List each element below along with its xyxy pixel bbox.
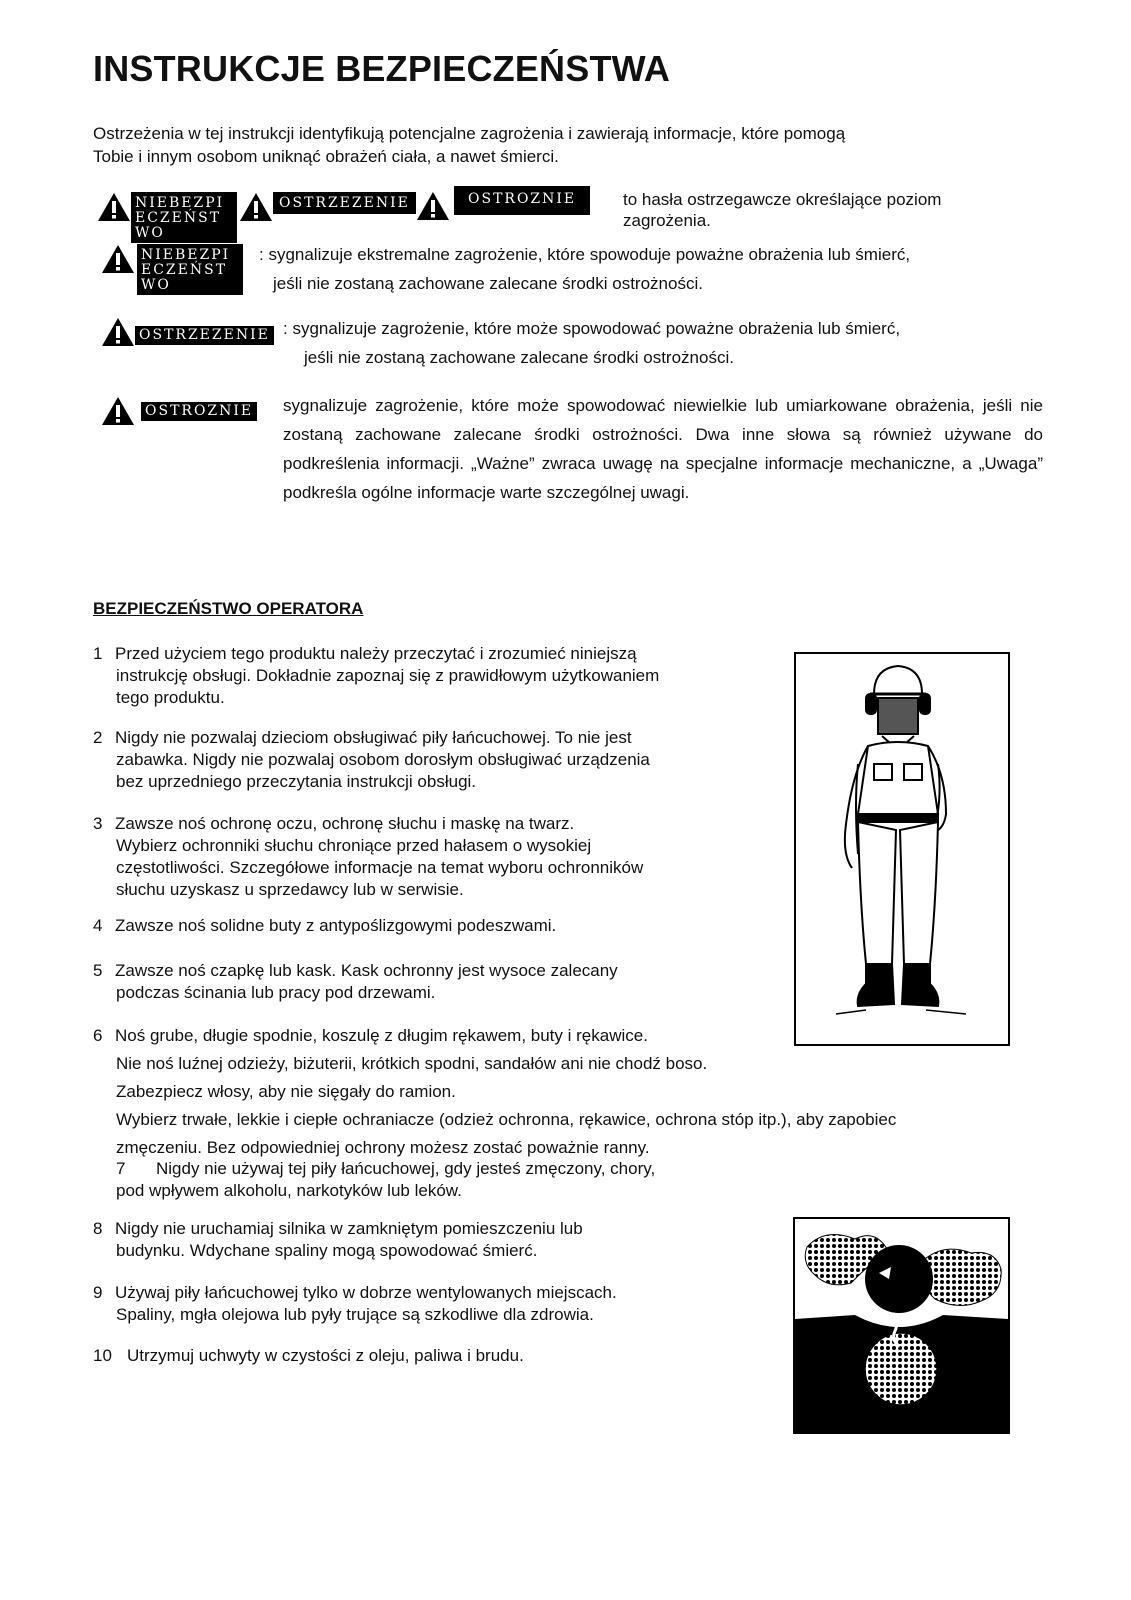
- page-title: INSTRUKCJE BEZPIECZEŃSTWA: [93, 48, 671, 89]
- item-line: Przed użyciem tego produktu należy przeczytać i zrozumieć niniejszą: [115, 644, 637, 663]
- item-line: budynku. Wdychane spaliny mogą spowodować śmierć.: [116, 1241, 538, 1260]
- item-number: 2: [93, 728, 103, 747]
- item-number: 7: [116, 1159, 126, 1178]
- danger-label: NIEBEZPIECZEŃSTWO: [131, 192, 237, 243]
- item-line: pod wpływem alkoholu, narkotyków lub leków.: [116, 1181, 462, 1200]
- explanation-line: to hasła ostrzegawcze określające poziom: [623, 190, 942, 209]
- item-line: Zawsze noś czapkę lub kask. Kask ochronny jest wysoce zalecany: [115, 961, 618, 980]
- item-number: 1: [93, 644, 103, 663]
- warning-triangle-icon: [239, 192, 273, 222]
- item-line: Noś grube, długie spodnie, koszulę z długim rękawem, buty i rękawice.: [115, 1026, 648, 1045]
- item-line: zabawka. Nigdy nie pozwalaj osobom dorosłym obsługiwać urządzenia: [116, 750, 650, 769]
- list-item: [93, 1218, 583, 1262]
- item-line: zmęczeniu. Bez odpowiedniej ochrony możesz zostać poważnie ranny.: [116, 1138, 650, 1157]
- definition-line: : sygnalizuje zagrożenie, które może spowodować poważne obrażenia lub śmierć,: [283, 319, 901, 338]
- item-line: Zabezpiecz włosy, aby nie sięgały do ramion.: [116, 1082, 456, 1101]
- list-item: [93, 1158, 655, 1202]
- item-line: instrukcję obsługi. Dokładnie zapoznaj się z prawidłowym użytkowaniem: [116, 666, 660, 685]
- definition-line: jeśli nie zostaną zachowane zalecane środki ostrożności.: [273, 274, 703, 293]
- signal-words-explanation: [623, 189, 941, 231]
- list-item: [93, 643, 659, 709]
- toxic-fumes-figure: [793, 1217, 1010, 1434]
- list-item: [93, 960, 618, 1004]
- danger-definition: [259, 240, 910, 298]
- explanation-line: zagrożenia.: [623, 211, 711, 230]
- item-line: bez uprzedniego przeczytania instrukcji obsługi.: [116, 772, 477, 791]
- danger-badge: [97, 192, 237, 243]
- warning-def-label: OSTRZEZENIE: [135, 326, 274, 345]
- item-line: Nigdy nie używaj tej piły łańcuchowej, gdy jesteś zmęczony, chory,: [156, 1159, 656, 1178]
- section-title: BEZPIECZEŃSTWO OPERATORA: [93, 599, 364, 618]
- item-line: Spaliny, mgła olejowa lub pyły trujące są szkodliwe dla zdrowia.: [116, 1305, 594, 1324]
- warning-triangle-icon: [97, 192, 131, 222]
- caution-badge: [416, 186, 590, 221]
- warning-def-badge: [101, 317, 274, 347]
- item-number: 6: [93, 1026, 103, 1045]
- item-line: Zawsze noś ochronę oczu, ochronę słuchu i maskę na twarz.: [115, 814, 575, 833]
- operator-illustration: [796, 654, 1008, 1044]
- intro-line: Ostrzeżenia w tej instrukcji identyfikują potencjalne zagrożenia i zawierają informacje, które pomogą: [93, 124, 846, 143]
- warning-label: OSTRZEZENIE: [273, 192, 416, 214]
- list-item: [93, 1345, 524, 1367]
- warning-triangle-icon: [416, 191, 450, 221]
- item-number: 4: [93, 916, 103, 935]
- list-item: [93, 1022, 896, 1162]
- item-number: 5: [93, 961, 103, 980]
- item-line: Utrzymuj uchwyty w czystości z oleju, paliwa i brudu.: [127, 1346, 524, 1365]
- warning-triangle-icon: [101, 317, 135, 347]
- fumes-illustration: [795, 1219, 1008, 1432]
- item-line: słuchu uzyskasz u sprzedawcy lub w serwisie.: [116, 880, 464, 899]
- item-line: Używaj piły łańcuchowej tylko w dobrze wentylowanych miejscach.: [115, 1283, 617, 1302]
- item-number: 3: [93, 814, 103, 833]
- item-line: Nigdy nie pozwalaj dzieciom obsługiwać piły łańcuchowej. To nie jest: [115, 728, 632, 747]
- warning-badge: [239, 192, 416, 222]
- item-line: Nigdy nie uruchamiaj silnika w zamkniętym pomieszczeniu lub: [115, 1219, 583, 1238]
- caution-definition: sygnalizuje zagrożenie, które może spowodować niewielkie lub umiarkowane obrażenia, jeśli nie zostaną zachowane zalecane środki ostrożności. Dwa inne słowa są również używane do podkreślenia informacji. „Ważne” zwraca uwagę na specjalne informacje mechaniczne, a „Uwaga” podkreśla ogólne informacje warte szczególnej uwagi.: [283, 396, 1043, 502]
- warning-triangle-icon: [101, 396, 135, 426]
- protective-clothing-figure: [794, 652, 1010, 1046]
- danger-def-label: NIEBEZPIECZEŃSTWO: [137, 244, 243, 295]
- intro-paragraph: [93, 122, 993, 168]
- item-line: podczas ścinania lub pracy pod drzewami.: [116, 983, 436, 1002]
- list-item: [93, 813, 643, 901]
- item-line: Wybierz trwałe, lekkie i ciepłe ochraniacze (odzież ochronna, rękawice, ochrona stóp itp.), aby zapobiec: [116, 1110, 897, 1129]
- definition-line: jeśli nie zostaną zachowane zalecane środki ostrożności.: [304, 348, 734, 367]
- caution-def-badge: [101, 396, 257, 426]
- item-line: tego produktu.: [116, 688, 225, 707]
- item-line: Zawsze noś solidne buty z antypoślizgowymi podeszwami.: [115, 916, 557, 935]
- item-number: 8: [93, 1219, 103, 1238]
- item-line: Nie noś luźnej odzieży, biżuterii, krótkich spodni, sandałów ani nie chodź boso.: [116, 1054, 708, 1073]
- caution-def-label: OSTROZNIE: [141, 402, 257, 421]
- item-line: częstotliwości. Szczegółowe informacje na temat wyboru ochronników: [116, 858, 644, 877]
- item-number: 9: [93, 1283, 103, 1302]
- list-item: [93, 915, 556, 937]
- item-line: Wybierz ochronniki słuchu chroniące przed hałasem o wysokiej: [116, 836, 592, 855]
- list-item: [93, 727, 650, 793]
- list-item: [93, 1282, 617, 1326]
- warning-definition: [283, 314, 900, 372]
- intro-line: Tobie i innym osobom uniknąć obrażeń ciała, a nawet śmierci.: [93, 147, 559, 166]
- warning-triangle-icon: [101, 244, 135, 274]
- caution-label: OSTROZNIE: [454, 186, 590, 215]
- definition-line: : sygnalizuje ekstremalne zagrożenie, które spowoduje poważne obrażenia lub śmierć,: [259, 245, 911, 264]
- danger-def-badge: [101, 244, 243, 295]
- item-number: 10: [93, 1346, 112, 1365]
